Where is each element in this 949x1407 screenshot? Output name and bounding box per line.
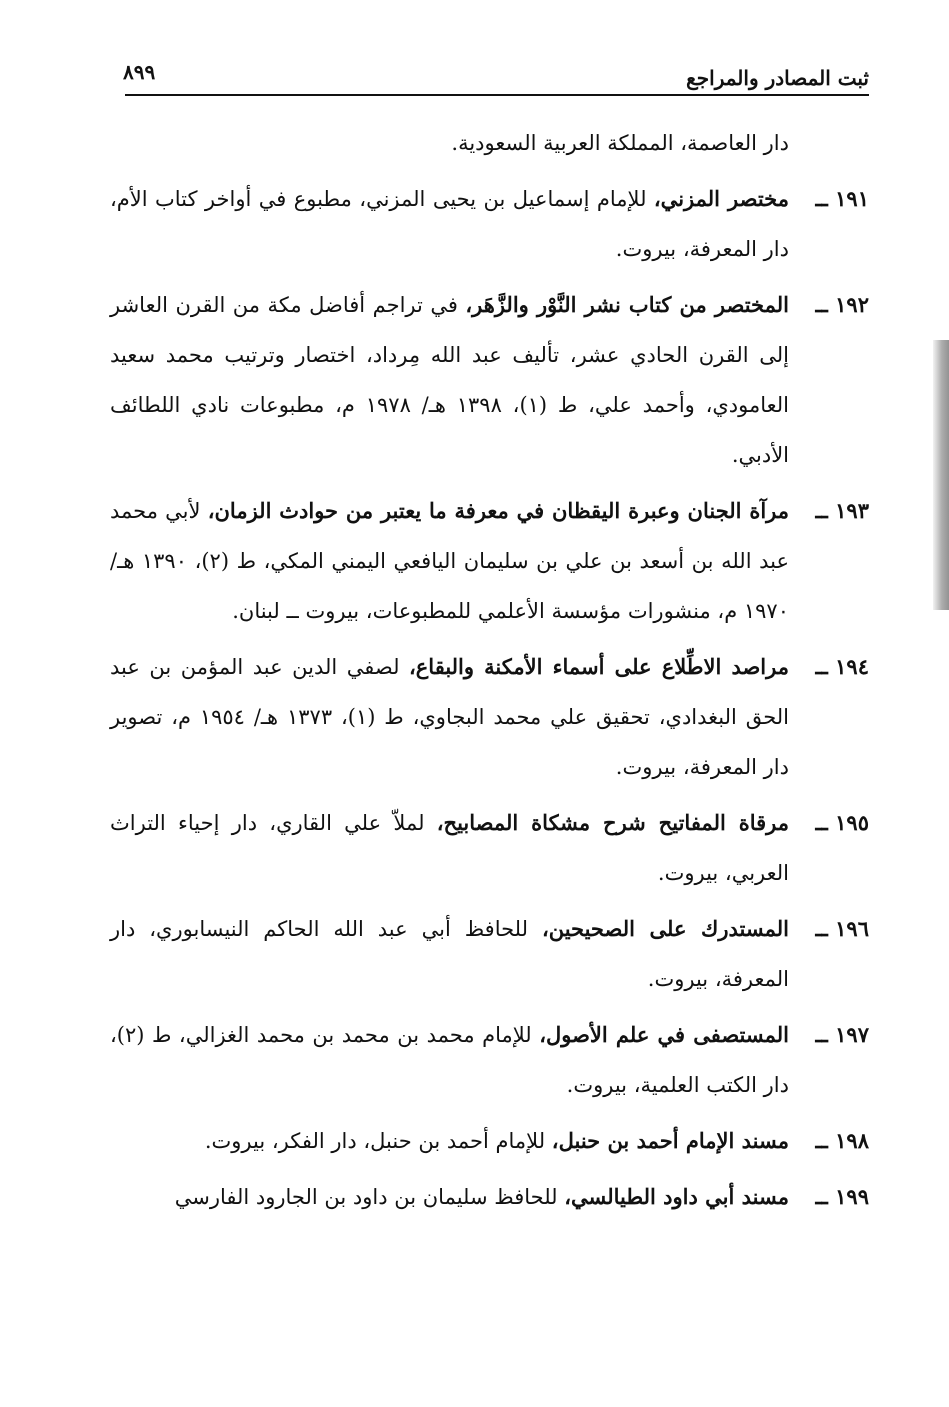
entry-title: مختصر المزني،	[653, 186, 789, 211]
bibliography-entry-195	[110, 798, 869, 898]
entry-title: مسند الإمام أحمد بن حنبل،	[551, 1128, 789, 1153]
bibliography-entry-197	[110, 1010, 869, 1110]
entry-number: ١٩٦ ــ	[815, 916, 869, 941]
entry-number: ١٩٥ ــ	[815, 810, 869, 835]
bibliography-entry-196	[110, 904, 869, 1004]
entry-title: المختصر من كتاب نشر النَّوْر والزَّهَر،	[465, 292, 789, 317]
bibliography-entry-198	[110, 1116, 869, 1166]
entry-number: ١٩٣ ــ	[815, 498, 869, 523]
entry-text: للحافظ أبي عبد الله الحاكم النيسابوري، دار المعرفة، بيروت.	[110, 917, 789, 991]
entry-title: مسند أبي داود الطيالسي،	[564, 1184, 789, 1209]
running-title: ثبت المصادر والمراجع	[686, 66, 869, 90]
entry-text: لأبي محمد عبد الله بن أسعد بن علي بن سليمان اليافعي اليمني المكي، ط (٢)، ١٣٩٠ هـ/ ١٩٧٠ م، منشورات مؤسسة الأعلمي للمطبوعات، بيروت ــ لبنان.	[110, 499, 789, 623]
bibliography-list	[110, 118, 869, 1228]
entry-title: مراصد الاطِّلاع على أسماء الأمكنة والبقاع،	[408, 654, 789, 679]
entry-title: مرقاة المفاتيح شرح مشكاة المصابيح،	[436, 810, 789, 835]
entry-number: ١٩٨ ــ	[815, 1128, 869, 1153]
entry-text: لصفي الدين عبد المؤمن بن عبد الحق البغدادي، تحقيق علي محمد البجاوي، ط (١)، ١٣٧٣ هـ/ ١٩٥٤ م، تصوير دار المعرفة، بيروت.	[110, 655, 790, 779]
entry-text: لملاّ علي القاري، دار إحياء التراث العربي، بيروت.	[110, 811, 789, 885]
entry-number: ١٩٩ ــ	[815, 1184, 869, 1209]
entry-title: المستدرك على الصحيحين،	[541, 916, 789, 941]
entry-number: ١٩٢ ــ	[815, 292, 869, 317]
entry-title: مرآة الجنان وعبرة اليقظان في معرفة ما يعتبر من حوادث الزمان،	[207, 498, 790, 523]
entry-text: للإمام إسماعيل بن يحيى المزني، مطبوع في أواخر كتاب الأم، دار المعرفة، بيروت.	[110, 187, 789, 261]
header-rule	[125, 94, 869, 96]
continuation-text: دار العاصمة، المملكة العربية السعودية.	[451, 131, 789, 155]
page-header	[115, 56, 869, 96]
bibliography-entry-199	[110, 1172, 869, 1222]
bibliography-entry-191	[110, 174, 869, 274]
bibliography-entry-193	[110, 486, 869, 636]
entry-title: المستصفى في علم الأصول،	[539, 1022, 789, 1047]
entry-text: في تراجم أفاضل مكة من القرن العاشر إلى القرن الحادي عشر، تأليف عبد الله مِرداد، اختصار وترتيب محمد سعيد العامودي، وأحمد علي، ط (١)، ١٣٩٨ هـ/ ١٩٧٨ م، مطبوعات نادي اللطائف الأدبي.	[110, 293, 790, 467]
entry-number: ١٩٧ ــ	[815, 1022, 869, 1047]
entry-text: للإمام أحمد بن حنبل، دار الفكر، بيروت.	[204, 1129, 546, 1153]
entry-number: ١٩١ ــ	[815, 186, 869, 211]
entry-number: ١٩٤ ــ	[815, 654, 869, 679]
entry-text: للإمام محمد بن محمد بن محمد الغزالي، ط (٢)، دار الكتب العلمية، بيروت.	[110, 1023, 789, 1097]
bibliography-entry-194	[110, 642, 869, 792]
page-edge-shadow	[933, 340, 949, 610]
entry-text: للحافظ سليمان بن داود بن الجارود الفارسي	[174, 1185, 558, 1209]
bibliography-entry-192	[110, 280, 869, 480]
page-number: ٨٩٩	[123, 60, 156, 84]
